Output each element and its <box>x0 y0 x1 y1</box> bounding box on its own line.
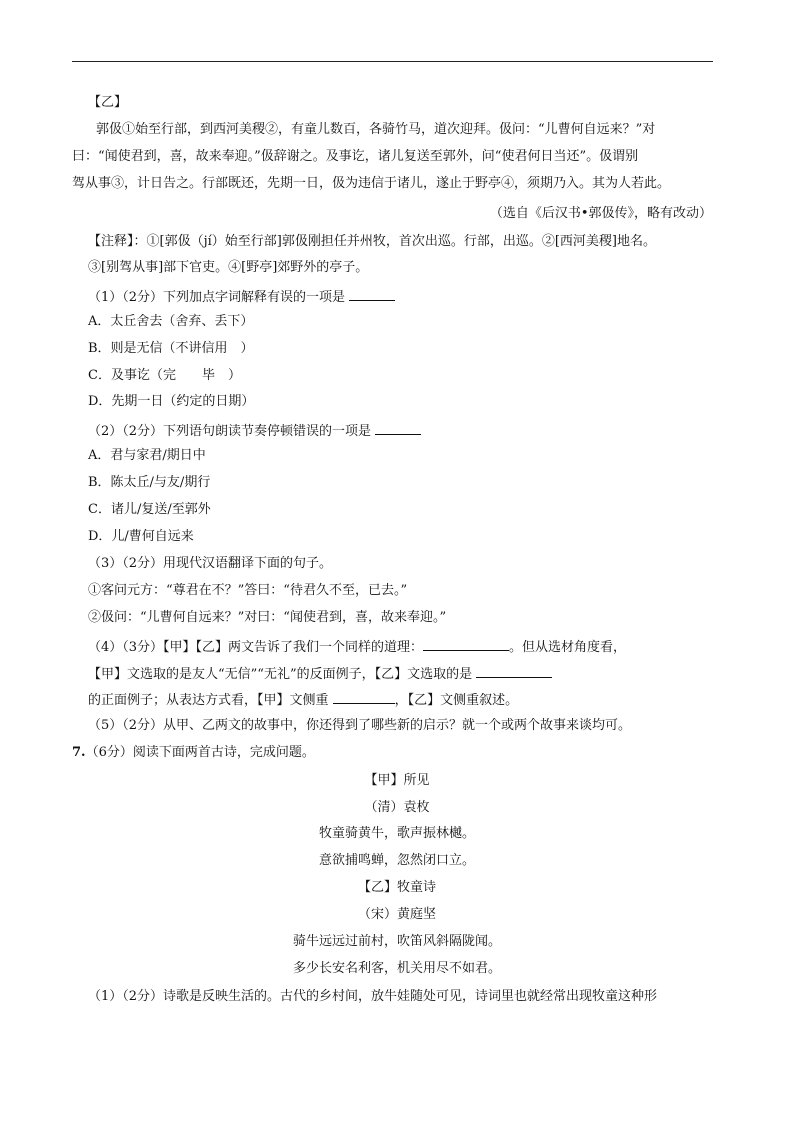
q2-option-a: A．君与家君/期日中 <box>88 448 206 463</box>
q2-stem-text: （2）（2分）下列语句朗读节奏停顿错误的一项是 <box>88 424 372 439</box>
q1-option-d: D．先期一日（约定的日期） <box>88 394 255 409</box>
q2-option-c: C．诸儿/复送/至郭外 <box>88 502 211 517</box>
q2-stem <box>88 421 421 441</box>
notes-line-1: 【注释】：①[郭伋（jí）始至行部]郭伋刚担任并州牧，首次出巡。行部，出巡。②[西河美稷]地名。 <box>88 234 656 249</box>
q4-blank-2[interactable] <box>476 664 552 678</box>
q7-sub1: （1）（2分）诗歌是反映生活的。古代的乡村间，放牛娃随处可见，诗词里也就经常出现牧童这种形 <box>88 989 658 1004</box>
poem2-author: （宋）黄庭坚 <box>357 907 436 922</box>
poem2-title: 【乙】牧童诗 <box>357 880 436 895</box>
q4-line-3 <box>88 690 518 710</box>
q7-number: 7. <box>72 745 86 760</box>
q4-blank-1[interactable] <box>423 637 509 651</box>
q3-stem: （3）（2分）用现代汉语翻译下面的句子。 <box>88 556 333 571</box>
q2-answer-blank[interactable] <box>375 421 421 435</box>
poem2-line-2: 多少长安名利客，机关用尽不如君。 <box>292 961 501 976</box>
poem1-title: 【甲】所见 <box>364 773 430 788</box>
q1-option-a: A．太丘舍去（舍弃、丢下） <box>88 314 254 329</box>
poem1-line-1: 牧童骑黄牛，歌声振林樾。 <box>318 826 475 841</box>
q4-blank-3[interactable] <box>333 690 395 704</box>
poem2-line-1: 骑牛远远过前村，吹笛风斜隔陇闻。 <box>292 934 501 949</box>
notes-line-2: ③[别驾从事]部下官吏。④[野亭]郊野外的亭子。 <box>88 260 369 275</box>
q4-text-2: 。但从选材角度看， <box>509 640 627 655</box>
q3-sentence-2: ②伋问：“儿曹何自远来？”对曰：“闻使君到，喜，故来奉迎。” <box>88 610 447 625</box>
q1-option-b: B．则是无信（不讲信用 ） <box>88 341 254 356</box>
passage-yi-line-1: 郭伋①始至行部，到西河美稷②，有童儿数百，各骑竹马，道次迎拜。伋问：“儿曹何自远来？”对 <box>96 122 656 137</box>
q4-text-1: （4）（3分）【甲】【乙】两文告诉了我们一个同样的道理： <box>88 640 424 655</box>
q2-option-d: D．儿/曹何自远来 <box>88 529 194 544</box>
passage-yi-line-2: 曰：“闻使君到，喜，故来奉迎。”伋辞谢之。及事讫，诸儿复送至郭外，问“使君何日当还”。伋谓别 <box>72 149 639 164</box>
q4-text-3: 【甲】文选取的是友人“无信”“无礼”的反面例子，【乙】文选取的是 <box>88 667 473 682</box>
q5-text: （5）（2分）从甲、乙两文的故事中，你还得到了哪些新的启示？就一个或两个故事来谈均可。 <box>88 718 632 733</box>
passage-yi-label: 【乙】 <box>88 95 128 110</box>
passage-yi-line-3: 驾从事③，计日告之。行部既还，先期一日，伋为违信于诸儿，遂止于野亭④，须期乃入。其为人若此。 <box>72 176 671 191</box>
q4-line-1 <box>88 637 626 657</box>
q7-header <box>72 744 315 762</box>
q4-line-2 <box>88 664 552 684</box>
q3-sentence-1: ①客问元方：“尊君在不？”答曰：“待君久不至，已去。” <box>88 583 408 598</box>
passage-source: （选自《后汉书•郭伋传》，略有改动） <box>489 206 712 221</box>
q2-option-b: B．陈太丘/与友/期行 <box>88 475 211 490</box>
header-rule <box>72 61 713 62</box>
q1-option-c: C．及事讫（完 毕 ） <box>88 368 241 383</box>
poem1-line-2: 意欲捕鸣蝉，忽然闭口立。 <box>318 853 475 868</box>
q4-text-5: ，【乙】文侧重叙述。 <box>394 693 519 708</box>
q1-stem-text: （1）（2分）下列加点字词解释有误的一项是 <box>88 290 346 305</box>
q4-text-4: 的正面例子；从表达方式看，【甲】文侧重 <box>88 693 329 708</box>
poem1-author: （清）袁枚 <box>364 800 430 815</box>
q1-answer-blank[interactable] <box>349 287 395 301</box>
q1-stem <box>88 287 395 307</box>
q7-text: （6分）阅读下面两首古诗，完成问题。 <box>85 745 315 760</box>
